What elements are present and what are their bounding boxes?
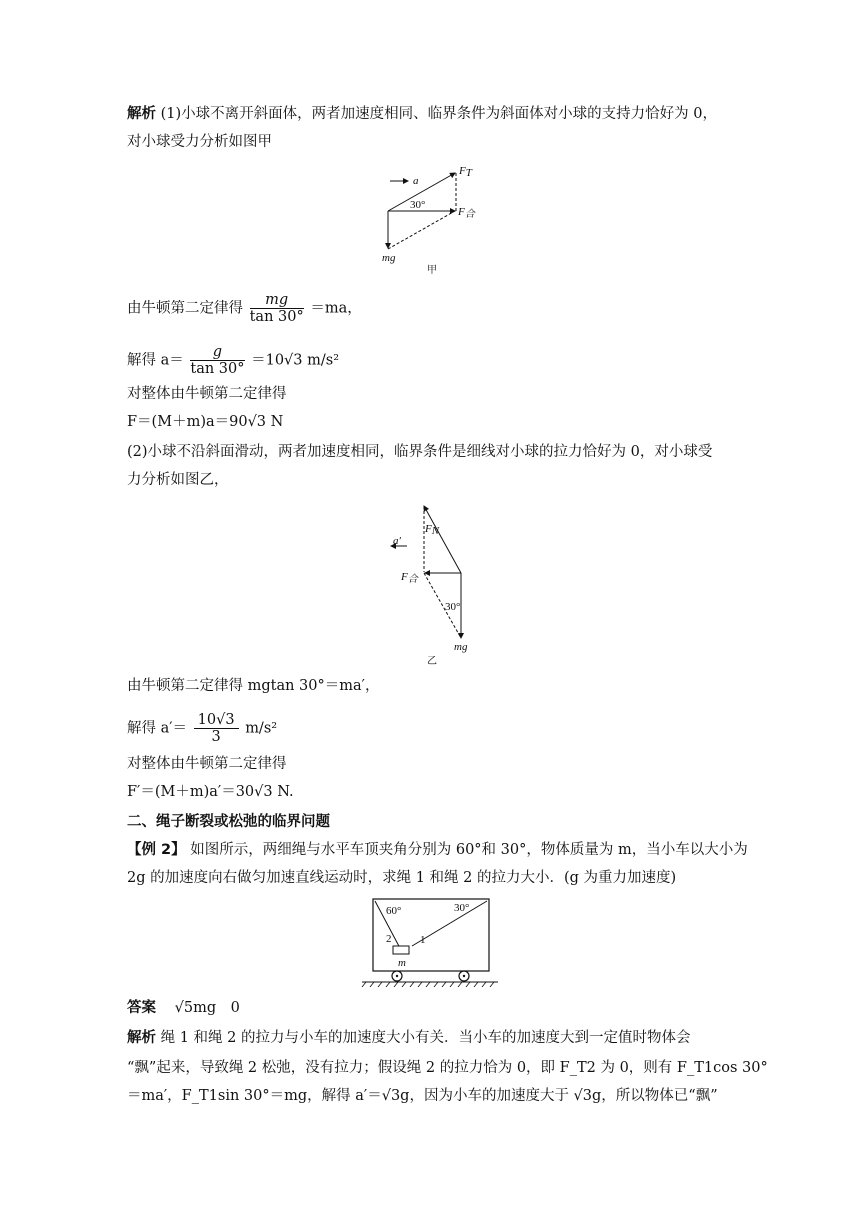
section-heading: 二、绳子断裂或松弛的临界问题 bbox=[127, 814, 330, 830]
fraction: $\frac{mg}{\tan 30^\circ}$ bbox=[249, 292, 304, 325]
solution2-line3: ＝ma′，F_T1sin 30°＝mg，解得 a′＝√3g，因为小车的加速度大于 √3g，所以物体已“飘” bbox=[127, 1088, 718, 1104]
example2-line2: 2g 的加速度向右做匀加速直线运动时，求绳 1 和绳 2 的拉力大小．(g 为重力加速度) bbox=[127, 870, 677, 886]
eq-solve-a: 解得 a＝ $\frac{g}{\tan 30^\circ}$ ＝10√3 m/s² bbox=[127, 344, 340, 377]
angle-label: 30° bbox=[445, 601, 461, 613]
answer-label: 答案 bbox=[127, 1000, 156, 1016]
ft-label: FT bbox=[459, 165, 472, 179]
eq-force-F-prime: F′＝(M＋m)a′＝30√3 N. bbox=[127, 784, 294, 800]
eq-force-F: F＝(M＋m)a＝90√3 N bbox=[127, 414, 284, 430]
eq-whole-system-2: 对整体由牛顿第二定律得 bbox=[127, 756, 287, 772]
example2-line1: 【例 2】 如图所示，两细绳与水平车顶夹角分别为 60°和 30°，物体质量为 m，当小车以大小为 bbox=[127, 842, 748, 858]
eq-newton-2: 由牛顿第二定律得 mgtan 30°＝ma′， bbox=[127, 678, 380, 694]
mass-label: m bbox=[398, 957, 406, 969]
figure-cart bbox=[360, 896, 500, 988]
eq-solve-a-prime: 解得 a′＝ $\frac{10√3}{3}$ m/s² bbox=[127, 712, 278, 745]
normal-force-vector bbox=[424, 506, 461, 573]
mg-label: mg bbox=[454, 641, 468, 653]
part2-line2: 力分析如图乙， bbox=[127, 472, 229, 488]
eq-newton-1: 由牛顿第二定律得 $\frac{mg}{\tan 30^\circ}$ ＝ma， bbox=[127, 292, 362, 325]
answer-line bbox=[127, 998, 240, 1018]
a-label: a bbox=[413, 175, 419, 187]
figure-caption-jia: 甲 bbox=[427, 265, 437, 276]
solution2-line2: “飘”起来，导致绳 2 松弛，没有拉力；假设绳 2 的拉力恰为 0，即 F_T2 为 0，则有 F_T1cos 30° bbox=[127, 1060, 768, 1076]
fraction: $\frac{10√3}{3}$ bbox=[194, 712, 239, 745]
solution-intro-line1: 解析 (1)小球不离开斜面体，两者加速度相同、临界条件为斜面体对小球的支持力恰好为 0， bbox=[127, 106, 717, 122]
fraction: $\frac{g}{\tan 30^\circ}$ bbox=[190, 344, 245, 377]
fhe-label: F合 bbox=[458, 206, 475, 220]
solution-intro-line2: 对小球受力分析如图甲 bbox=[127, 134, 272, 150]
example-tag: 【例 2】 bbox=[127, 842, 186, 858]
figure-jia bbox=[380, 158, 490, 278]
eq-whole-system: 对整体由牛顿第二定律得 bbox=[127, 386, 287, 402]
rope-1-label: 1 bbox=[420, 934, 426, 946]
solution-label: 解析 bbox=[127, 106, 156, 122]
mg-label: mg bbox=[382, 252, 396, 264]
fhe-label: F合 bbox=[401, 571, 418, 585]
angle-30: 30° bbox=[454, 902, 470, 914]
answer-value: √5mg 0 bbox=[174, 1000, 240, 1016]
dashed-diagonal bbox=[388, 211, 455, 249]
solution2-line1: 解析 绳 1 和绳 2 的拉力与小车的加速度大小有关．当小车的加速度大到一定值时物体会 bbox=[127, 1030, 691, 1046]
part2-line1: (2)小球不沿斜面滑动，两者加速度相同，临界条件是细线对小球的拉力恰好为 0，对小球受 bbox=[127, 444, 713, 460]
solution2-label: 解析 bbox=[127, 1030, 156, 1046]
angle-60: 60° bbox=[386, 905, 402, 917]
rope-2-label: 2 bbox=[386, 933, 392, 945]
ground-hatching bbox=[362, 982, 494, 987]
a-prime-label: a′ bbox=[393, 535, 401, 547]
fn-label: FN bbox=[425, 523, 440, 537]
figure-yi bbox=[385, 498, 485, 668]
figure-caption-yi: 乙 bbox=[427, 656, 437, 667]
angle-label: 30° bbox=[410, 199, 426, 211]
mass-block bbox=[393, 946, 409, 954]
